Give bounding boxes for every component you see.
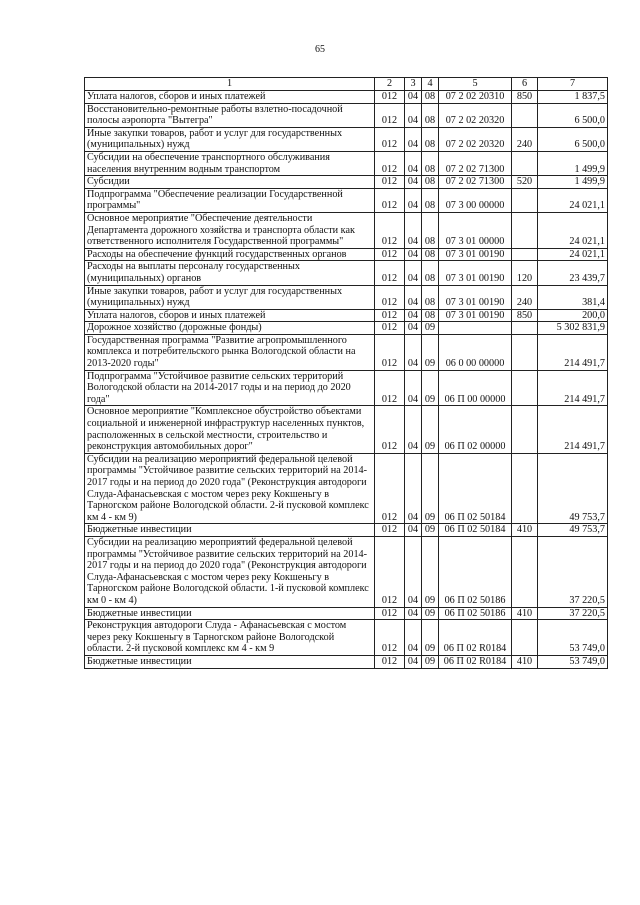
row-admin-code-cell: 012 xyxy=(375,285,405,309)
table-row xyxy=(85,261,608,285)
row-name-cell: Бюджетные инвестиции xyxy=(85,655,375,668)
row-subsection-cell: 09 xyxy=(422,406,439,453)
table-row xyxy=(85,322,608,335)
table-row xyxy=(85,248,608,261)
header-cell: 7 xyxy=(538,78,608,91)
row-amount-cell: 37 220,5 xyxy=(538,607,608,620)
row-section-cell: 04 xyxy=(405,607,422,620)
row-expense-type-cell xyxy=(512,248,538,261)
row-target-item-cell: 07 3 01 00190 xyxy=(439,309,512,322)
row-subsection-cell: 08 xyxy=(422,103,439,127)
header-cell: 6 xyxy=(512,78,538,91)
row-target-item-cell: 06 П 02 50184 xyxy=(439,453,512,524)
row-section-cell: 04 xyxy=(405,91,422,104)
row-target-item-cell: 06 П 02 50184 xyxy=(439,524,512,537)
row-expense-type-cell: 850 xyxy=(512,91,538,104)
header-cell: 4 xyxy=(422,78,439,91)
row-subsection-cell: 08 xyxy=(422,212,439,248)
table-row xyxy=(85,370,608,406)
page-number: 65 xyxy=(315,44,325,55)
row-subsection-cell: 08 xyxy=(422,285,439,309)
table-row xyxy=(85,103,608,127)
row-section-cell: 04 xyxy=(405,655,422,668)
row-name-cell: Бюджетные инвестиции xyxy=(85,607,375,620)
row-target-item-cell: 06 П 02 R0184 xyxy=(439,655,512,668)
row-subsection-cell: 09 xyxy=(422,620,439,656)
row-expense-type-cell xyxy=(512,188,538,212)
row-amount-cell: 49 753,7 xyxy=(538,524,608,537)
row-admin-code-cell: 012 xyxy=(375,261,405,285)
row-target-item-cell: 07 3 01 00190 xyxy=(439,248,512,261)
row-section-cell: 04 xyxy=(405,285,422,309)
row-admin-code-cell: 012 xyxy=(375,309,405,322)
row-section-cell: 04 xyxy=(405,322,422,335)
row-target-item-cell: 06 0 00 00000 xyxy=(439,334,512,370)
row-target-item-cell xyxy=(439,322,512,335)
row-target-item-cell: 06 П 02 00000 xyxy=(439,406,512,453)
header-cell: 5 xyxy=(439,78,512,91)
table-row xyxy=(85,188,608,212)
row-section-cell: 04 xyxy=(405,620,422,656)
row-section-cell: 04 xyxy=(405,151,422,175)
row-name-cell: Расходы на выплаты персоналу государственных (муниципальных) органов xyxy=(85,261,375,285)
row-subsection-cell: 08 xyxy=(422,248,439,261)
row-amount-cell: 1 499,9 xyxy=(538,151,608,175)
row-target-item-cell: 07 3 00 00000 xyxy=(439,188,512,212)
row-section-cell: 04 xyxy=(405,248,422,261)
row-subsection-cell: 09 xyxy=(422,453,439,524)
row-name-cell: Основное мероприятие "Комплексное обустройство объектами социальной и инженерной инфраструктур населенных пунктов, расположенных в сельской местности, строительство и реконструкция автомобильных дорог" xyxy=(85,406,375,453)
row-section-cell: 04 xyxy=(405,536,422,607)
row-admin-code-cell: 012 xyxy=(375,151,405,175)
row-admin-code-cell: 012 xyxy=(375,212,405,248)
table-row xyxy=(85,607,608,620)
row-expense-type-cell: 410 xyxy=(512,607,538,620)
row-expense-type-cell xyxy=(512,212,538,248)
row-amount-cell: 214 491,7 xyxy=(538,406,608,453)
row-amount-cell: 1 837,5 xyxy=(538,91,608,104)
row-section-cell: 04 xyxy=(405,334,422,370)
row-amount-cell: 5 302 831,9 xyxy=(538,322,608,335)
row-expense-type-cell: 120 xyxy=(512,261,538,285)
table-row xyxy=(85,620,608,656)
row-expense-type-cell xyxy=(512,536,538,607)
row-target-item-cell: 06 П 00 00000 xyxy=(439,370,512,406)
row-target-item-cell: 07 3 01 00190 xyxy=(439,261,512,285)
budget-table xyxy=(84,77,608,669)
row-target-item-cell: 06 П 02 R0184 xyxy=(439,620,512,656)
row-admin-code-cell: 012 xyxy=(375,103,405,127)
table-row xyxy=(85,334,608,370)
row-amount-cell: 381,4 xyxy=(538,285,608,309)
row-section-cell: 04 xyxy=(405,453,422,524)
row-admin-code-cell: 012 xyxy=(375,453,405,524)
row-target-item-cell: 07 2 02 71300 xyxy=(439,151,512,175)
row-expense-type-cell: 240 xyxy=(512,285,538,309)
row-name-cell: Уплата налогов, сборов и иных платежей xyxy=(85,91,375,104)
row-admin-code-cell: 012 xyxy=(375,176,405,189)
row-amount-cell: 214 491,7 xyxy=(538,334,608,370)
row-admin-code-cell: 012 xyxy=(375,607,405,620)
row-target-item-cell: 07 3 01 00000 xyxy=(439,212,512,248)
row-name-cell: Государственная программа "Развитие агропромышленного комплекса и потребительского рынка Вологодской области на 2013-2020 годы" xyxy=(85,334,375,370)
row-expense-type-cell xyxy=(512,151,538,175)
row-section-cell: 04 xyxy=(405,261,422,285)
row-subsection-cell: 08 xyxy=(422,91,439,104)
row-expense-type-cell xyxy=(512,406,538,453)
row-target-item-cell: 07 2 02 71300 xyxy=(439,176,512,189)
row-amount-cell: 1 499,9 xyxy=(538,176,608,189)
row-subsection-cell: 09 xyxy=(422,370,439,406)
row-admin-code-cell: 012 xyxy=(375,334,405,370)
row-amount-cell: 6 500,0 xyxy=(538,103,608,127)
row-expense-type-cell xyxy=(512,453,538,524)
row-expense-type-cell xyxy=(512,620,538,656)
row-admin-code-cell: 012 xyxy=(375,91,405,104)
row-expense-type-cell xyxy=(512,322,538,335)
row-amount-cell: 37 220,5 xyxy=(538,536,608,607)
table-row xyxy=(85,655,608,668)
row-admin-code-cell: 012 xyxy=(375,370,405,406)
row-amount-cell: 24 021,1 xyxy=(538,212,608,248)
row-expense-type-cell: 410 xyxy=(512,655,538,668)
row-section-cell: 04 xyxy=(405,370,422,406)
table-row xyxy=(85,524,608,537)
row-name-cell: Расходы на обеспечение функций государственных органов xyxy=(85,248,375,261)
row-subsection-cell: 08 xyxy=(422,176,439,189)
row-amount-cell: 53 749,0 xyxy=(538,655,608,668)
table-row xyxy=(85,453,608,524)
table-row xyxy=(85,176,608,189)
row-amount-cell: 49 753,7 xyxy=(538,453,608,524)
row-expense-type-cell: 240 xyxy=(512,127,538,151)
row-section-cell: 04 xyxy=(405,406,422,453)
row-amount-cell: 23 439,7 xyxy=(538,261,608,285)
row-expense-type-cell: 520 xyxy=(512,176,538,189)
row-name-cell: Подпрограмма "Устойчивое развитие сельских территорий Вологодской области на 2014-2017 годы и на период до 2020 года" xyxy=(85,370,375,406)
row-amount-cell: 200,0 xyxy=(538,309,608,322)
table-header-row xyxy=(85,78,608,91)
table-row xyxy=(85,212,608,248)
row-section-cell: 04 xyxy=(405,188,422,212)
header-cell: 1 xyxy=(85,78,375,91)
row-admin-code-cell: 012 xyxy=(375,322,405,335)
table-row xyxy=(85,536,608,607)
row-amount-cell: 24 021,1 xyxy=(538,248,608,261)
row-section-cell: 04 xyxy=(405,212,422,248)
row-admin-code-cell: 012 xyxy=(375,188,405,212)
row-target-item-cell: 07 2 02 20310 xyxy=(439,91,512,104)
row-subsection-cell: 08 xyxy=(422,127,439,151)
row-admin-code-cell: 012 xyxy=(375,524,405,537)
row-section-cell: 04 xyxy=(405,309,422,322)
row-amount-cell: 214 491,7 xyxy=(538,370,608,406)
row-target-item-cell: 06 П 02 50186 xyxy=(439,536,512,607)
row-section-cell: 04 xyxy=(405,176,422,189)
row-expense-type-cell xyxy=(512,103,538,127)
row-name-cell: Иные закупки товаров, работ и услуг для государственных (муниципальных) нужд xyxy=(85,285,375,309)
header-cell: 3 xyxy=(405,78,422,91)
row-expense-type-cell: 410 xyxy=(512,524,538,537)
row-subsection-cell: 09 xyxy=(422,334,439,370)
row-name-cell: Субсидии на реализацию мероприятий федеральной целевой программы "Устойчивое развитие сельских территорий на 2014-2017 годы и на период до 2020 года" (Реконструкция автодороги Слуда-Афанасьевская с мостом через реку Кокшеньгу в Тарногском районе Вологодской области. 1-й пусковой комплекс км 0 - км 4) xyxy=(85,536,375,607)
row-target-item-cell: 07 2 02 20320 xyxy=(439,103,512,127)
row-amount-cell: 53 749,0 xyxy=(538,620,608,656)
row-expense-type-cell: 850 xyxy=(512,309,538,322)
row-subsection-cell: 09 xyxy=(422,322,439,335)
row-name-cell: Субсидии xyxy=(85,176,375,189)
row-admin-code-cell: 012 xyxy=(375,655,405,668)
row-name-cell: Подпрограмма "Обеспечение реализации Государственной программы" xyxy=(85,188,375,212)
table-row xyxy=(85,127,608,151)
row-target-item-cell: 07 2 02 20320 xyxy=(439,127,512,151)
row-name-cell: Бюджетные инвестиции xyxy=(85,524,375,537)
row-subsection-cell: 09 xyxy=(422,536,439,607)
row-subsection-cell: 09 xyxy=(422,607,439,620)
row-name-cell: Реконструкция автодороги Слуда - Афанасьевская с мостом через реку Кокшеньгу в Тарногском районе Вологодской области. 2-й пусковой комплекс км 4 - км 9 xyxy=(85,620,375,656)
table-row xyxy=(85,309,608,322)
row-name-cell: Субсидии на обеспечение транспортного обслуживания населения внутренним водным транспортом xyxy=(85,151,375,175)
row-subsection-cell: 08 xyxy=(422,188,439,212)
row-admin-code-cell: 012 xyxy=(375,248,405,261)
row-admin-code-cell: 012 xyxy=(375,536,405,607)
row-expense-type-cell xyxy=(512,370,538,406)
row-admin-code-cell: 012 xyxy=(375,620,405,656)
row-name-cell: Иные закупки товаров, работ и услуг для государственных (муниципальных) нужд xyxy=(85,127,375,151)
header-cell: 2 xyxy=(375,78,405,91)
row-target-item-cell: 06 П 02 50186 xyxy=(439,607,512,620)
table-row xyxy=(85,151,608,175)
row-amount-cell: 24 021,1 xyxy=(538,188,608,212)
row-section-cell: 04 xyxy=(405,103,422,127)
row-name-cell: Уплата налогов, сборов и иных платежей xyxy=(85,309,375,322)
row-amount-cell: 6 500,0 xyxy=(538,127,608,151)
row-name-cell: Субсидии на реализацию мероприятий федеральной целевой программы "Устойчивое развитие сельских территорий на 2014-2017 годы и на период до 2020 года" (Реконструкция автодороги Слуда-Афанасьевская с мостом через реку Кокшеньгу в Тарногском районе Вологодской области. 2-й пусковой комплекс км 4 - км 9) xyxy=(85,453,375,524)
row-subsection-cell: 08 xyxy=(422,151,439,175)
table-row xyxy=(85,91,608,104)
row-name-cell: Дорожное хозяйство (дорожные фонды) xyxy=(85,322,375,335)
table-row xyxy=(85,406,608,453)
row-name-cell: Основное мероприятие "Обеспечение деятельности Департамента дорожного хозяйства и транспорта области как ответственного исполнителя Государственной программы" xyxy=(85,212,375,248)
row-admin-code-cell: 012 xyxy=(375,127,405,151)
table-row xyxy=(85,285,608,309)
row-subsection-cell: 08 xyxy=(422,261,439,285)
row-subsection-cell: 09 xyxy=(422,655,439,668)
row-name-cell: Восстановительно-ремонтные работы взлетно-посадочной полосы аэропорта "Вытегра" xyxy=(85,103,375,127)
row-subsection-cell: 08 xyxy=(422,309,439,322)
row-expense-type-cell xyxy=(512,334,538,370)
row-section-cell: 04 xyxy=(405,127,422,151)
row-section-cell: 04 xyxy=(405,524,422,537)
row-admin-code-cell: 012 xyxy=(375,406,405,453)
row-target-item-cell: 07 3 01 00190 xyxy=(439,285,512,309)
row-subsection-cell: 09 xyxy=(422,524,439,537)
